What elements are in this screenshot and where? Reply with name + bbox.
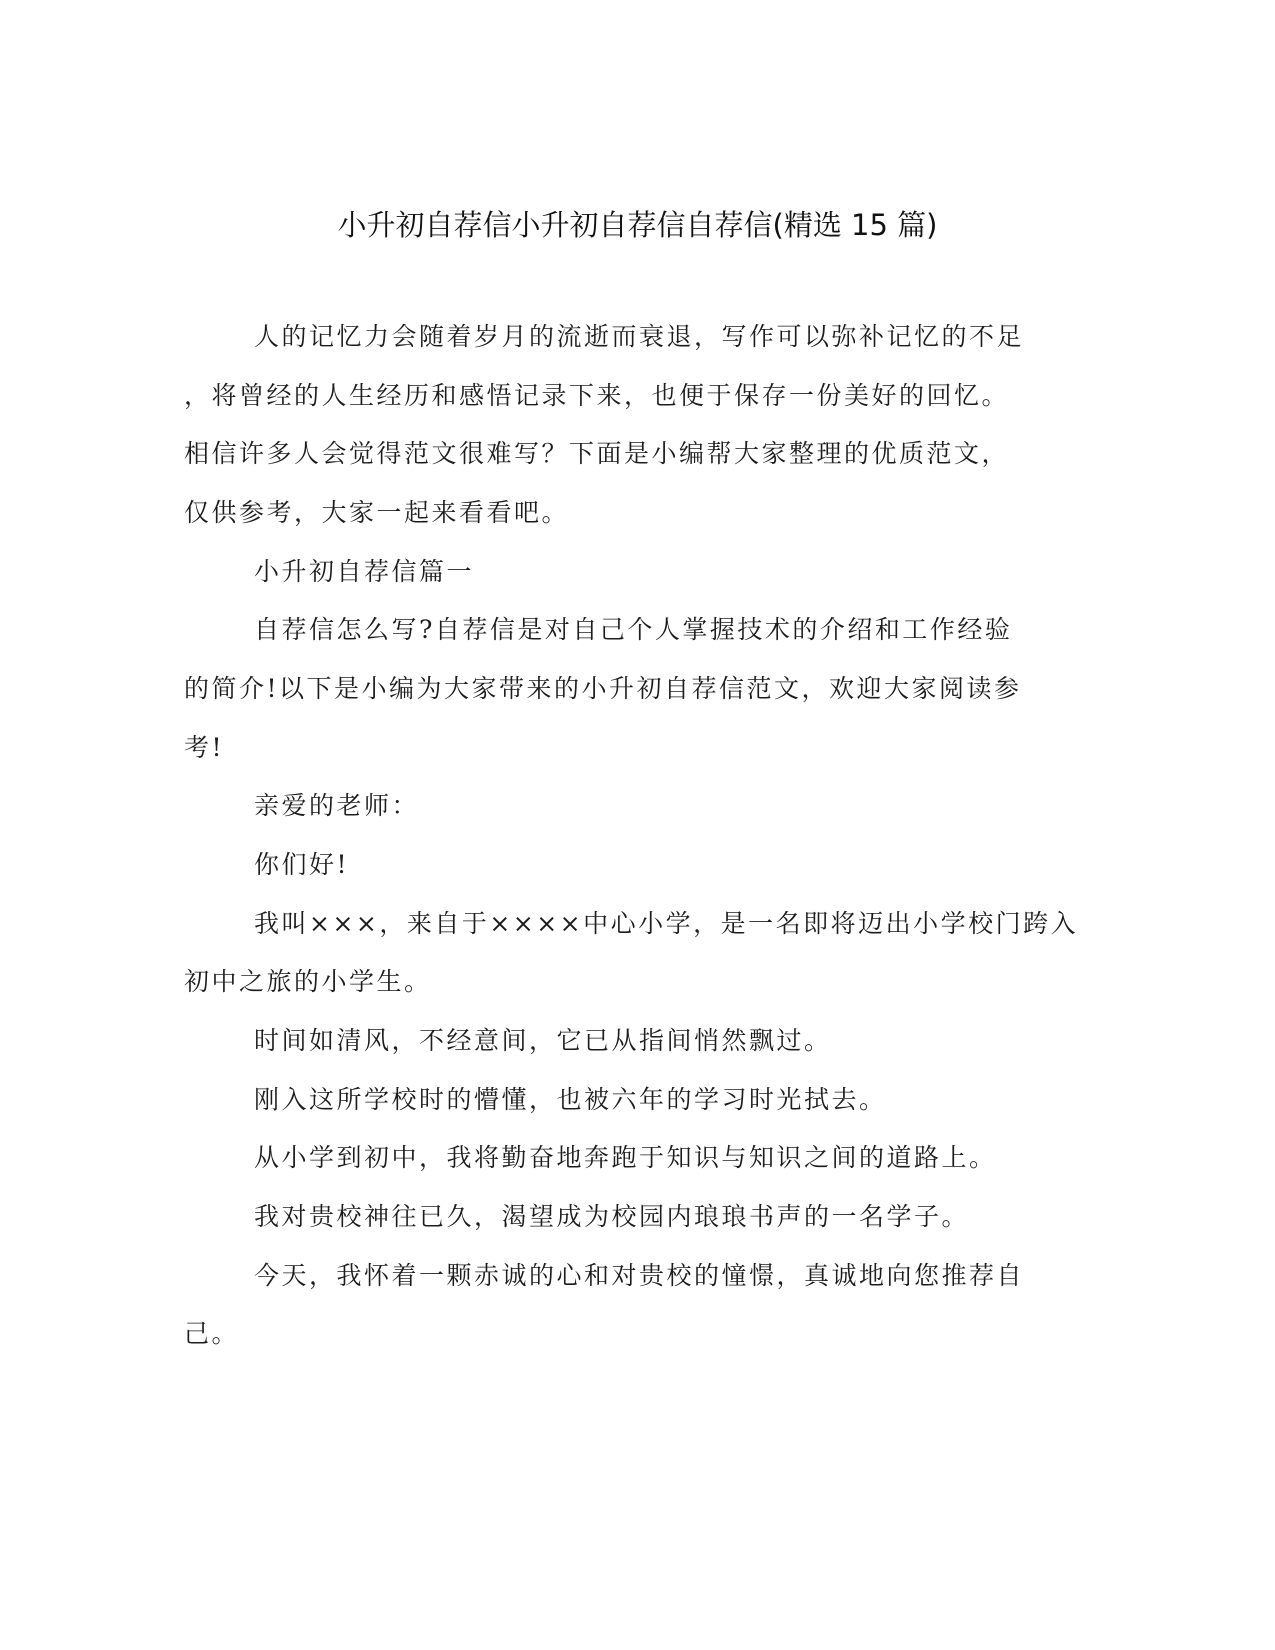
paragraph-line: 从小学到初中，我将勤奋地奔跑于知识与知识之间的道路上。	[254, 1143, 997, 1172]
section-heading: 小升初自荐信篇一	[254, 557, 475, 586]
document-title: 小升初自荐信小升初自荐信自荐信(精选 15 篇)	[337, 208, 938, 242]
paragraph-line: 刚入这所学校时的懵懂，也被六年的学习时光拭去。	[254, 1085, 887, 1114]
paragraph-line: 仅供参考，大家一起来看看吧。	[184, 498, 570, 527]
paragraph-line: 相信许多人会觉得范文很难写？下面是小编帮大家整理的优质范文，	[184, 439, 1010, 468]
paragraph-line: 今天，我怀着一颗赤诚的心和对贵校的憧憬，真诚地向您推荐自	[254, 1261, 1025, 1290]
paragraph-line: 初中之旅的小学生。	[184, 967, 432, 996]
paragraph-line: 时间如清风，不经意间，它已从指间悄然飘过。	[254, 1026, 832, 1055]
paragraph-line: 自荐信怎么写?自荐信是对自己个人掌握技术的介绍和工作经验	[254, 615, 1013, 644]
paragraph-line: 考!	[184, 733, 225, 762]
paragraph-line: 人的记忆力会随着岁月的流逝而衰退，写作可以弥补记忆的不足	[254, 322, 1025, 351]
paragraph-line: ，将曾经的人生经历和感悟记录下来，也便于保存一份美好的回忆。	[184, 381, 1010, 410]
paragraph-line: 的简介!以下是小编为大家带来的小升初自荐信范文，欢迎大家阅读参	[184, 674, 1022, 703]
paragraph-line: 我对贵校神往已久，渴望成为校园内琅琅书声的一名学子。	[254, 1202, 970, 1231]
letter-salutation: 亲爱的老师：	[254, 791, 420, 820]
letter-greeting: 你们好!	[254, 850, 350, 879]
paragraph-line: 己。	[184, 1319, 240, 1348]
paragraph-line: 我叫×××，来自于××××中心小学，是一名即将迈出小学校门跨入	[254, 909, 1079, 938]
